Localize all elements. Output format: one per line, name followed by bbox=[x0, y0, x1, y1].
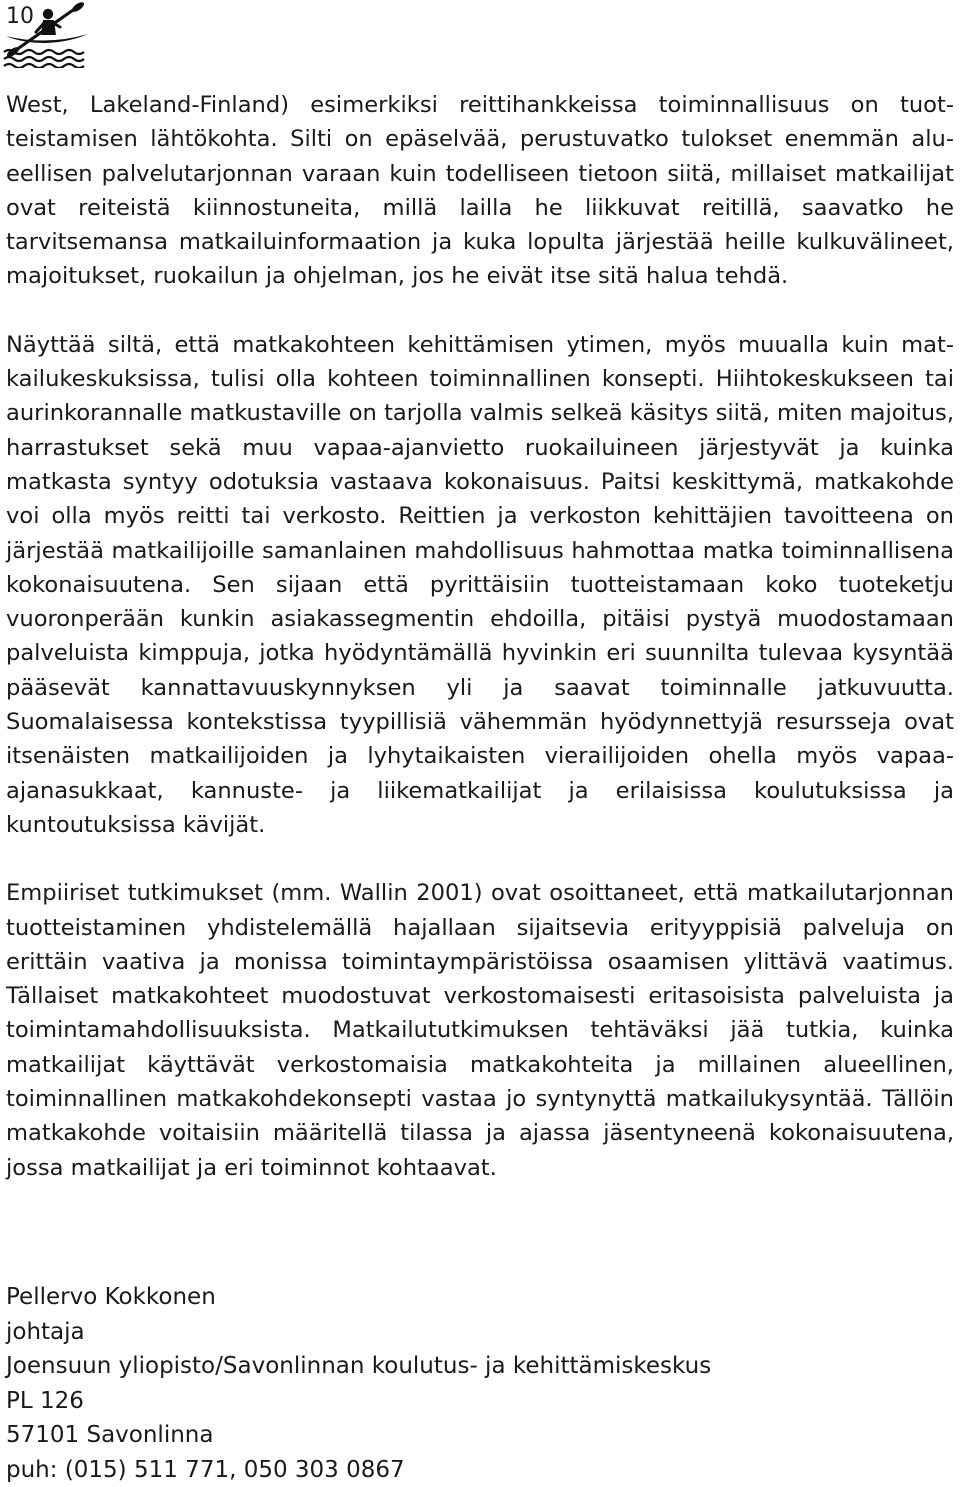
author-organization: Joensuun yliopisto/Savonlinnan koulutus- ja kehittämiskeskus bbox=[6, 1349, 954, 1384]
author-title: johtaja bbox=[6, 1315, 954, 1350]
page-header bbox=[0, 0, 120, 70]
author-postal-city: 57101 Savonlinna bbox=[6, 1418, 954, 1453]
author-signature-block bbox=[6, 1280, 954, 1487]
paragraph: Empiiriset tutkimukset (mm. Wallin 2001) ovat osoittaneet, että matkailutarjonnan tuotteistaminen yhdistelemällä hajallaan sijaitsevia erityyppisiä palveluja on erittäin vaativa ja monissa toimintaympäristöissa osaamisen ylittävä vaatimus. Tällaiset matkakohteet muodostuvat verkostomaisesti eritasoisista palveluista ja toimintamahdollisuuksista. Matkailututkimuksen tehtäväksi jää tutkia, kuinka matkailijat käyttävät verkostomaisia matkakohteita ja millainen alueellinen, toiminnallinen matkakohdekonsepti vastaa jo syntynyttä matkailukysyntää. Tällöin matkakohde voitaisiin määritellä tilassa ja ajassa jäsentyneenä kokonaisuutena, jossa matkailijat ja eri toiminnot kohtaavat. bbox=[6, 876, 954, 1185]
author-phone: puh: (015) 511 771, 050 303 0867 bbox=[6, 1453, 954, 1487]
author-name: Pellervo Kokkonen bbox=[6, 1280, 954, 1315]
page-number: 10 bbox=[6, 4, 34, 30]
body-text bbox=[6, 88, 954, 1185]
paragraph: Näyttää siltä, että matkakohteen kehittämisen ytimen, myös muualla kuin matkailukeskuksissa, tulisi olla kohteen toiminnallinen konsepti. Hiihtokeskukseen tai aurinkorannalle matkustaville on tarjolla valmis selkeä käsitys siitä, miten majoitus, harrastukset sekä muu vapaa-ajanvietto ruokailuineen järjestyvät ja kuinka matkasta syntyy odotuksia vastaava kokonaisuus. Paitsi keskittymä, matkakohde voi olla myös reitti tai verkosto. Reittien ja verkoston kehittäjien tavoitteena on järjestää matkailijoille samanlainen mahdollisuus hahmottaa matka toiminnallisena kokonaisuutena. Sen sijaan että pyrittäisiin tuotteistamaan koko tuoteketju vuoronperään kunkin asiakassegmentin ehdoilla, pitäisi pystyä muodostamaan palveluista kimppuja, jotka hyödyntämällä hyvinkin eri suunnilta tulevaa kysyntää pääsevät kannattavuuskynnyksen yli ja saavat toiminnalle jatkuvuutta. Suomalaisessa kontekstissa tyypillisiä vähemmän hyödynnettyjä resursseja ovat itsenäisten matkailijoiden ja lyhytaikaisten vierailijoiden ohella myös vapaa-ajanasukkaat, kannuste- ja liikematkailijat ja erilaisissa koulutuksissa ja kuntoutuksissa kävijät. bbox=[6, 328, 954, 842]
author-po-box: PL 126 bbox=[6, 1384, 954, 1419]
paragraph: West, Lakeland-Finland) esimerkiksi reittihankkeissa toiminnallisuus on tuotteistamisen lähtökohta. Silti on epäselvää, perustuvatko tulokset enemmän alueellisen palvelutarjonnan varaan kuin todelliseen tietoon siitä, millaiset matkailijat ovat reiteistä kiinnostuneita, millä lailla he liikkuvat reitillä, saavatko he tarvitsemansa matkailuinformaation ja kuka lopulta järjestää heille kulkuvälineet, majoitukset, ruokailun ja ohjelman, jos he eivät itse sitä halua tehdä. bbox=[6, 88, 954, 294]
